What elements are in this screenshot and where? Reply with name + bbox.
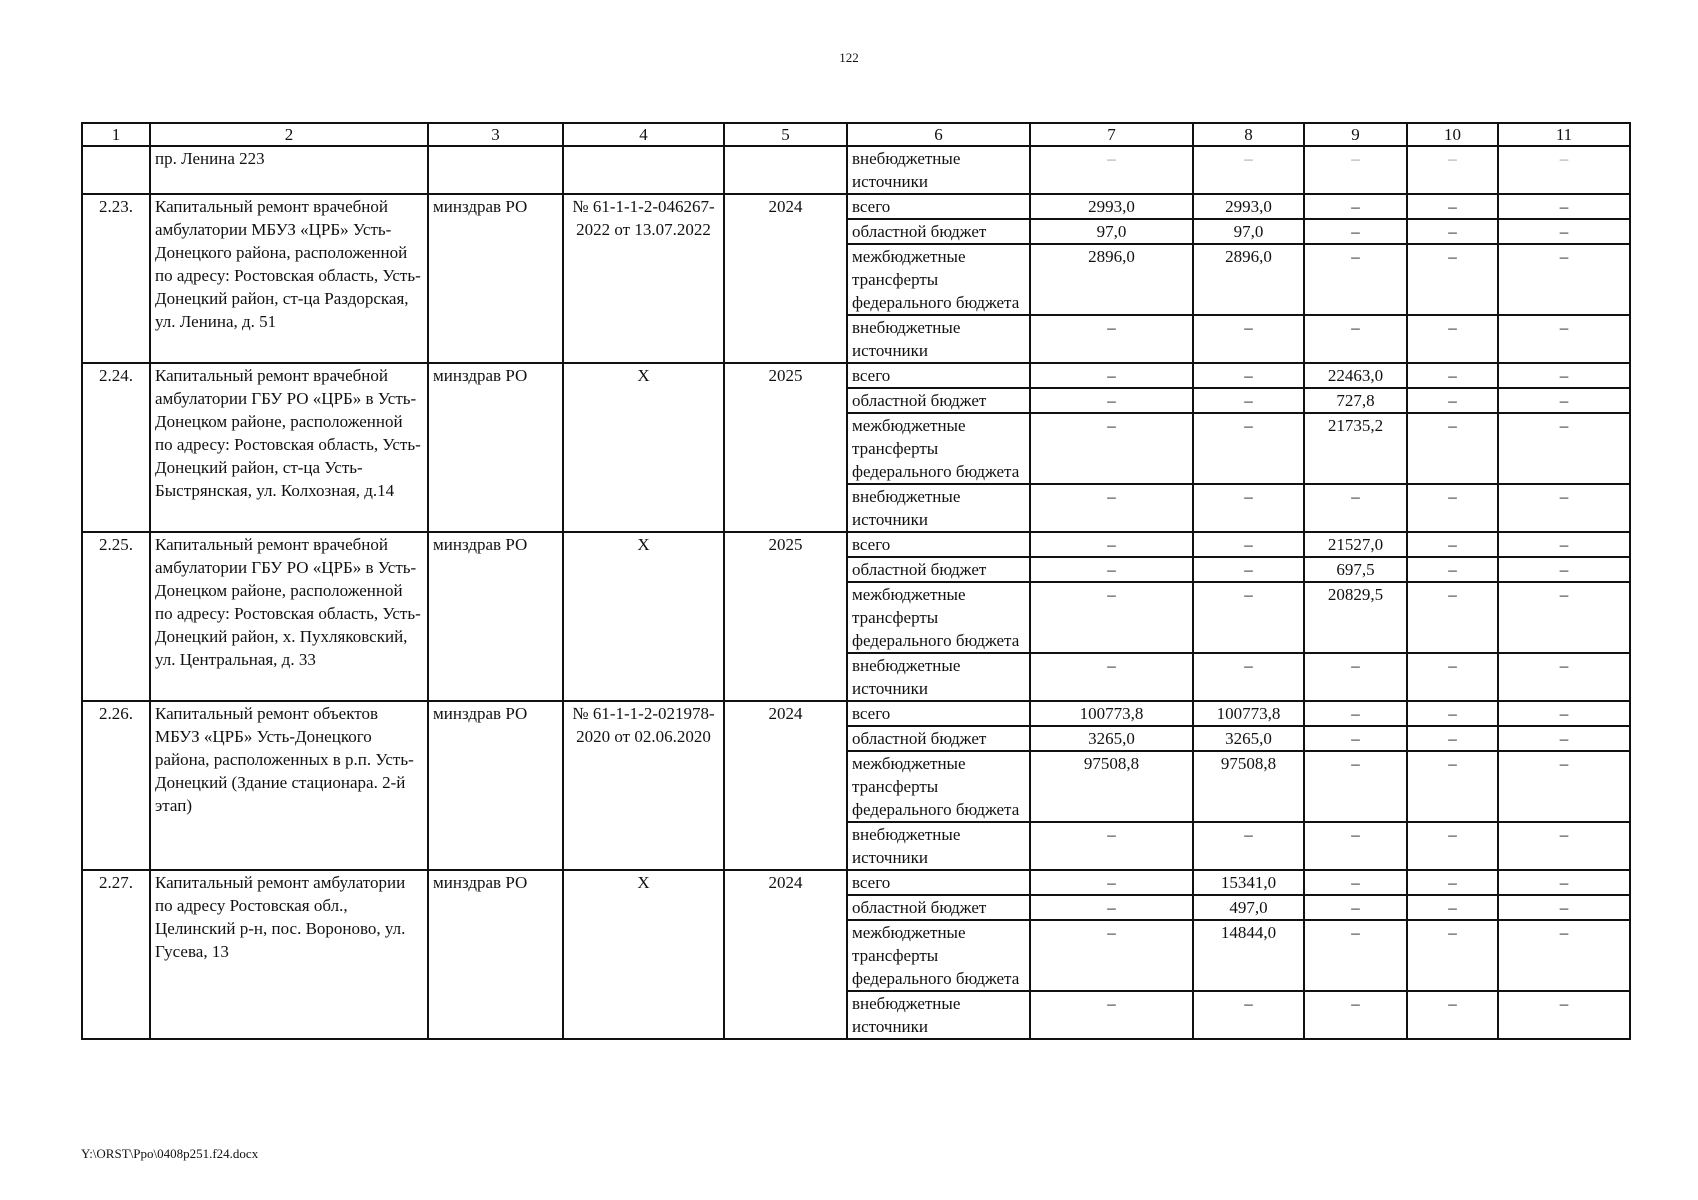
column-number: 1	[82, 123, 150, 146]
value-cell: –	[1304, 726, 1407, 751]
funding-source-cell: областной бюджет	[847, 726, 1030, 751]
document-cell: № 61-1-1-2-046267-2022 от 13.07.2022	[563, 194, 724, 363]
value-cell: –	[1193, 557, 1304, 582]
value-cell: –	[1498, 413, 1630, 484]
value-cell: –	[1407, 363, 1498, 388]
value-cell: –	[1304, 701, 1407, 726]
value-cell: –	[1030, 870, 1193, 895]
value-cell: –	[1407, 484, 1498, 532]
funding-source-cell: межбюджетные трансферты федерального бюджета	[847, 582, 1030, 653]
value-cell: 2993,0	[1193, 194, 1304, 219]
value-cell: –	[1193, 146, 1304, 194]
value-cell: –	[1030, 557, 1193, 582]
customer-cell: минздрав РО	[428, 194, 563, 363]
continuation-row	[82, 146, 1630, 194]
value-cell: –	[1407, 822, 1498, 870]
object-name-cell: Капитальный ремонт объектов МБУЗ «ЦРБ» Усть-Донецкого района, расположенных в р.п. Усть-Донецкий (Здание стационара. 2-й этап)	[150, 701, 428, 870]
value-cell: –	[1498, 653, 1630, 701]
value-cell: –	[1030, 822, 1193, 870]
value-cell: –	[1407, 701, 1498, 726]
value-cell: –	[1498, 751, 1630, 822]
funding-source-cell: областной бюджет	[847, 388, 1030, 413]
value-cell: –	[1304, 315, 1407, 363]
value-cell: –	[1407, 653, 1498, 701]
value-cell: –	[1193, 484, 1304, 532]
value-cell: –	[1030, 532, 1193, 557]
document-cell: № 61-1-1-2-021978-2020 от 02.06.2020	[563, 701, 724, 870]
value-cell: –	[1304, 484, 1407, 532]
value-cell: –	[1030, 388, 1193, 413]
value-cell: –	[1407, 870, 1498, 895]
funding-source-cell: внебюджетные источники	[847, 146, 1030, 194]
value-cell: –	[1030, 582, 1193, 653]
funding-source-cell: всего	[847, 194, 1030, 219]
column-number: 5	[724, 123, 847, 146]
customer-cell: минздрав РО	[428, 870, 563, 1039]
value-cell: –	[1030, 991, 1193, 1039]
value-cell: –	[1498, 557, 1630, 582]
year-cell: 2024	[724, 870, 847, 1039]
value-cell: 100773,8	[1193, 701, 1304, 726]
row-number-cell: 2.27.	[82, 870, 150, 1039]
value-cell: –	[1030, 484, 1193, 532]
value-cell: –	[1407, 582, 1498, 653]
value-cell: 2896,0	[1193, 244, 1304, 315]
value-cell: –	[1304, 653, 1407, 701]
program-table	[81, 122, 1631, 1040]
value-cell: –	[1498, 219, 1630, 244]
funding-source-cell: всего	[847, 701, 1030, 726]
value-cell: –	[1498, 920, 1630, 991]
value-cell: –	[1407, 146, 1498, 194]
value-cell: –	[1407, 388, 1498, 413]
customer-cell: минздрав РО	[428, 363, 563, 532]
value-cell: 97508,8	[1193, 751, 1304, 822]
column-number: 10	[1407, 123, 1498, 146]
customer-cell: минздрав РО	[428, 701, 563, 870]
value-cell: –	[1304, 870, 1407, 895]
value-cell: –	[1407, 244, 1498, 315]
value-cell: –	[1407, 895, 1498, 920]
value-cell: –	[1407, 726, 1498, 751]
value-cell: –	[1498, 726, 1630, 751]
value-cell: 97,0	[1030, 219, 1193, 244]
row-number-cell: 2.24.	[82, 363, 150, 532]
column-number: 8	[1193, 123, 1304, 146]
value-cell: –	[1030, 146, 1193, 194]
funding-source-cell: межбюджетные трансферты федерального бюджета	[847, 751, 1030, 822]
value-cell: –	[1193, 582, 1304, 653]
funding-source-cell: межбюджетные трансферты федерального бюджета	[847, 920, 1030, 991]
value-cell: –	[1304, 920, 1407, 991]
value-cell: –	[1498, 244, 1630, 315]
value-cell: –	[1304, 895, 1407, 920]
value-cell: –	[1498, 701, 1630, 726]
value-cell: –	[1407, 532, 1498, 557]
object-name-cell: Капитальный ремонт врачебной амбулатории ГБУ РО «ЦРБ» в Усть-Донецком районе, расположенной по адресу: Ростовская область, Усть-Донецкий район, ст-ца Усть-Быстрянская, ул. Колхозная, д.14	[150, 363, 428, 532]
row-number-cell: 2.25.	[82, 532, 150, 701]
value-cell: –	[1498, 532, 1630, 557]
funding-source-cell: внебюджетные источники	[847, 653, 1030, 701]
value-cell: –	[1407, 315, 1498, 363]
funding-source-cell: внебюджетные источники	[847, 484, 1030, 532]
funding-source-cell: областной бюджет	[847, 557, 1030, 582]
value-cell: –	[1498, 194, 1630, 219]
value-cell: –	[1304, 146, 1407, 194]
year-cell: 2025	[724, 532, 847, 701]
value-cell: –	[1304, 194, 1407, 219]
value-cell: –	[1498, 895, 1630, 920]
funding-source-cell: межбюджетные трансферты федерального бюджета	[847, 413, 1030, 484]
funding-source-cell: внебюджетные источники	[847, 315, 1030, 363]
table-row	[82, 701, 1630, 726]
funding-source-cell: областной бюджет	[847, 895, 1030, 920]
row-number-cell: 2.23.	[82, 194, 150, 363]
value-cell: –	[1498, 388, 1630, 413]
value-cell: –	[1407, 991, 1498, 1039]
value-cell: –	[1304, 751, 1407, 822]
value-cell: 15341,0	[1193, 870, 1304, 895]
value-cell: 21735,2	[1304, 413, 1407, 484]
value-cell: –	[1193, 413, 1304, 484]
value-cell: –	[1498, 822, 1630, 870]
value-cell: 2896,0	[1030, 244, 1193, 315]
value-cell: –	[1304, 991, 1407, 1039]
funding-source-cell: межбюджетные трансферты федерального бюджета	[847, 244, 1030, 315]
value-cell: –	[1193, 388, 1304, 413]
value-cell: –	[1193, 653, 1304, 701]
page-number: 122	[839, 50, 859, 65]
value-cell: –	[1193, 991, 1304, 1039]
object-name-cell: Капитальный ремонт врачебной амбулатории МБУЗ «ЦРБ» Усть-Донецкого района, расположенной по адресу: Ростовская область, Усть-Донецкий район, ст-ца Раздорская, ул. Ленина, д. 51	[150, 194, 428, 363]
value-cell: –	[1498, 315, 1630, 363]
column-number: 3	[428, 123, 563, 146]
value-cell: 3265,0	[1193, 726, 1304, 751]
year-cell	[724, 146, 847, 194]
file-path-footer: Y:\ORST\Ppo\0408p251.f24.docx	[81, 1146, 259, 1161]
value-cell: –	[1407, 413, 1498, 484]
value-cell: –	[1304, 219, 1407, 244]
column-number: 4	[563, 123, 724, 146]
object-name-cell: пр. Ленина 223	[150, 146, 428, 194]
value-cell: –	[1304, 822, 1407, 870]
value-cell: 697,5	[1304, 557, 1407, 582]
document-cell: Х	[563, 870, 724, 1039]
year-cell: 2024	[724, 701, 847, 870]
column-number: 11	[1498, 123, 1630, 146]
value-cell: –	[1030, 363, 1193, 388]
value-cell: –	[1407, 194, 1498, 219]
table-row	[82, 363, 1630, 388]
value-cell: –	[1193, 822, 1304, 870]
column-number: 2	[150, 123, 428, 146]
value-cell: –	[1193, 532, 1304, 557]
value-cell: 97508,8	[1030, 751, 1193, 822]
customer-cell: минздрав РО	[428, 532, 563, 701]
value-cell: –	[1030, 895, 1193, 920]
document-cell: Х	[563, 532, 724, 701]
table-row	[82, 870, 1630, 895]
object-name-cell: Капитальный ремонт врачебной амбулатории ГБУ РО «ЦРБ» в Усть-Донецком районе, расположенной по адресу: Ростовская область, Усть-Донецкий район, х. Пухляковский, ул. Центральная, д. 33	[150, 532, 428, 701]
value-cell: –	[1498, 870, 1630, 895]
customer-cell	[428, 146, 563, 194]
funding-source-cell: всего	[847, 532, 1030, 557]
value-cell: 100773,8	[1030, 701, 1193, 726]
document-cell: Х	[563, 363, 724, 532]
row-number-cell: 2.26.	[82, 701, 150, 870]
value-cell: –	[1498, 582, 1630, 653]
value-cell: –	[1498, 991, 1630, 1039]
value-cell: –	[1407, 219, 1498, 244]
value-cell: 21527,0	[1304, 532, 1407, 557]
value-cell: –	[1304, 244, 1407, 315]
value-cell: –	[1193, 363, 1304, 388]
funding-source-cell: всего	[847, 870, 1030, 895]
value-cell: –	[1498, 363, 1630, 388]
value-cell: –	[1407, 557, 1498, 582]
column-number: 6	[847, 123, 1030, 146]
value-cell: –	[1030, 653, 1193, 701]
year-cell: 2025	[724, 363, 847, 532]
value-cell: 22463,0	[1304, 363, 1407, 388]
funding-source-cell: всего	[847, 363, 1030, 388]
value-cell: –	[1193, 315, 1304, 363]
column-number: 9	[1304, 123, 1407, 146]
value-cell: –	[1030, 413, 1193, 484]
value-cell: 497,0	[1193, 895, 1304, 920]
value-cell: –	[1030, 920, 1193, 991]
year-cell: 2024	[724, 194, 847, 363]
value-cell: –	[1407, 920, 1498, 991]
column-number-row	[82, 123, 1630, 146]
funding-source-cell: внебюджетные источники	[847, 822, 1030, 870]
value-cell: 2993,0	[1030, 194, 1193, 219]
value-cell: –	[1030, 315, 1193, 363]
value-cell: –	[1498, 484, 1630, 532]
funding-source-cell: внебюджетные источники	[847, 991, 1030, 1039]
value-cell: 3265,0	[1030, 726, 1193, 751]
column-number: 7	[1030, 123, 1193, 146]
row-number-cell	[82, 146, 150, 194]
value-cell: 20829,5	[1304, 582, 1407, 653]
value-cell: –	[1498, 146, 1630, 194]
object-name-cell: Капитальный ремонт амбулатории по адресу Ростовская обл., Целинский р-н, пос. Вороново, ул. Гусева, 13	[150, 870, 428, 1039]
value-cell: –	[1407, 751, 1498, 822]
value-cell: 727,8	[1304, 388, 1407, 413]
table-row	[82, 194, 1630, 219]
value-cell: 97,0	[1193, 219, 1304, 244]
value-cell: 14844,0	[1193, 920, 1304, 991]
document-cell	[563, 146, 724, 194]
funding-source-cell: областной бюджет	[847, 219, 1030, 244]
table-row	[82, 532, 1630, 557]
